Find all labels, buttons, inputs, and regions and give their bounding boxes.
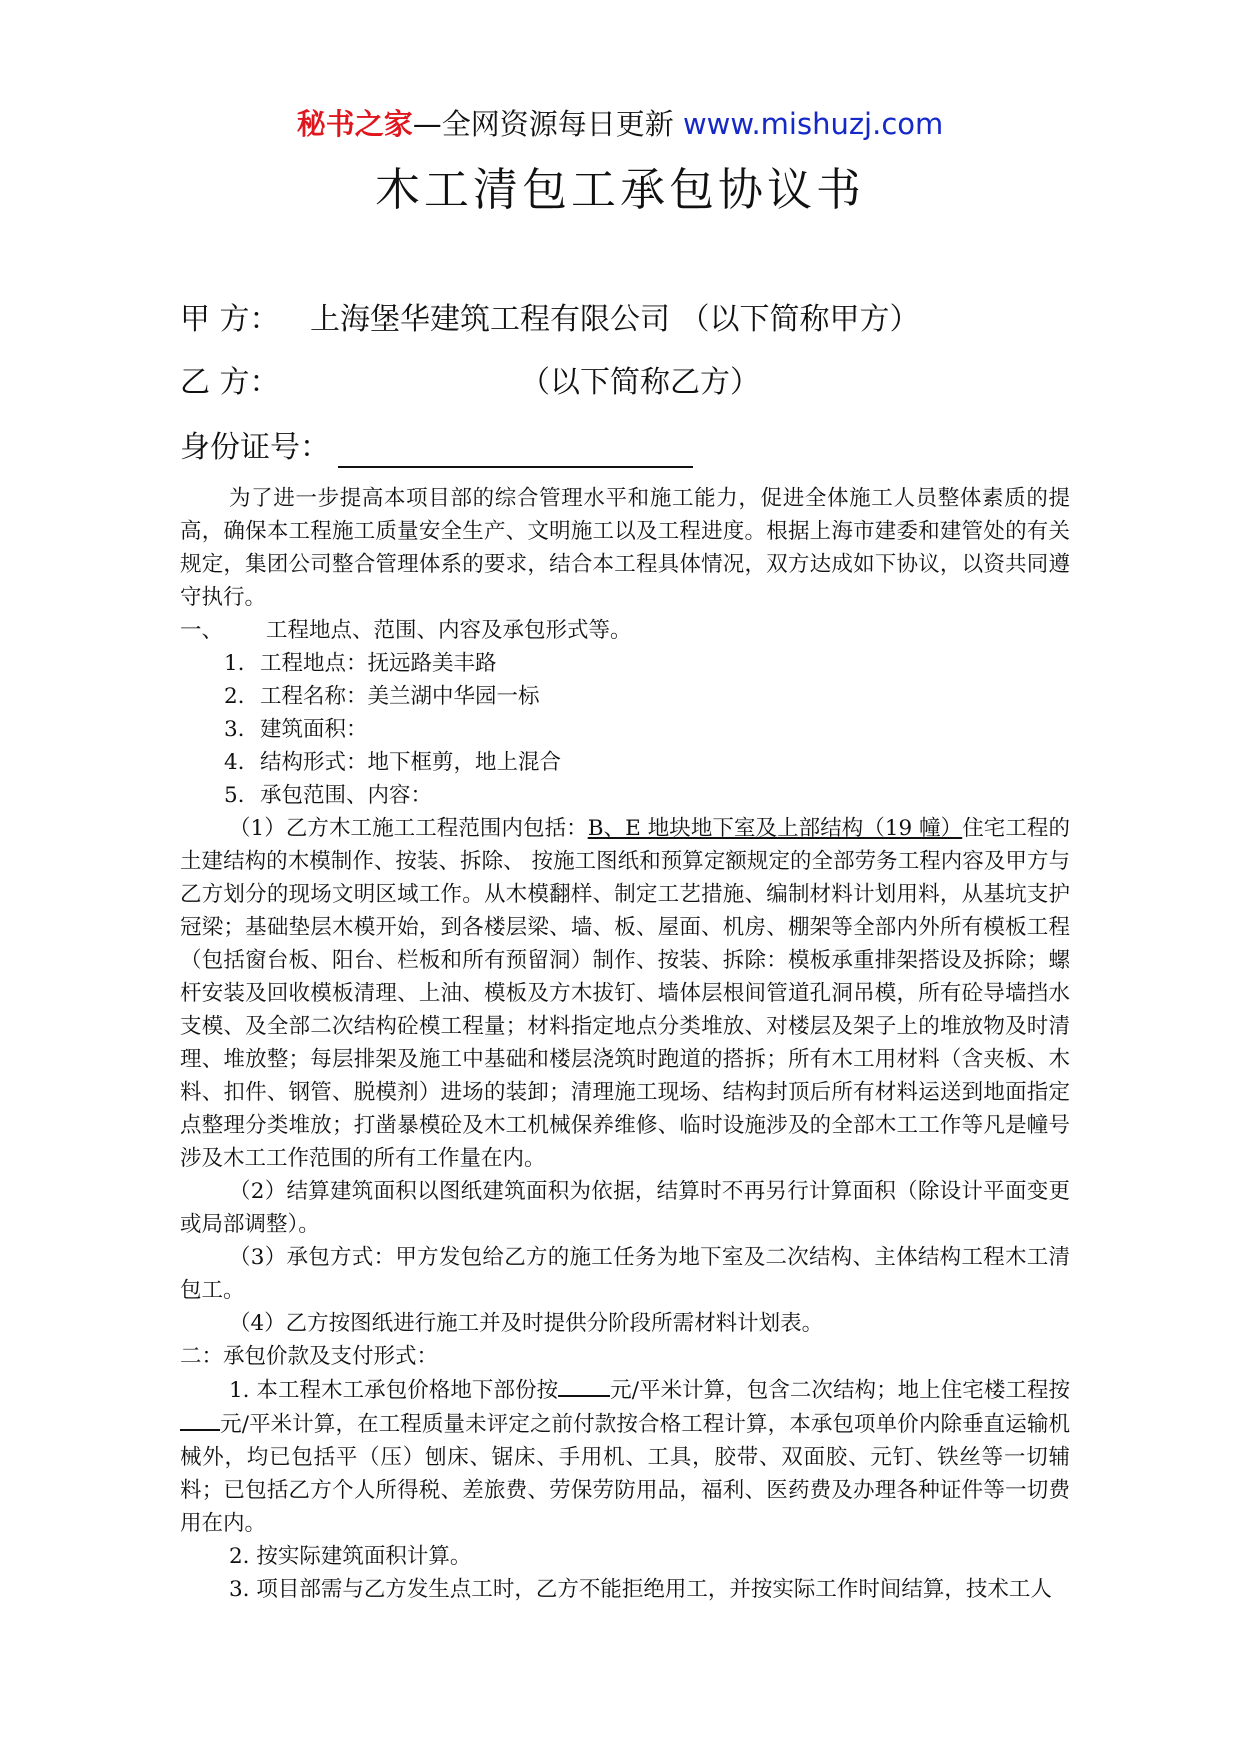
list-item-number: 1.: [224, 651, 245, 676]
list-item: [180, 746, 1070, 779]
scope-p1-intro: （1）乙方木工施工工程范围内包括：: [229, 816, 588, 841]
price-blank-aboveground: [180, 1407, 220, 1431]
party-a-label: 甲 方：: [180, 302, 280, 337]
id-number-line: [180, 428, 693, 468]
party-a-line: [180, 300, 920, 340]
section-1-heading: [180, 614, 1070, 647]
scope-p1-underlined: B、E 地块地下室及上部结构（19 幢）: [587, 816, 963, 841]
scope-paragraph-3: （3）承包方式：甲方发包给乙方的施工任务为地下室及二次结构、主体结构工程木工清包工。: [180, 1245, 1070, 1303]
document-body: [180, 482, 1070, 1606]
party-b-label: 乙 方：: [180, 365, 280, 400]
price-paragraph-2: 2. 按实际建筑面积计算。: [229, 1544, 472, 1569]
list-item: [180, 647, 1070, 680]
list-item-number: 4.: [224, 750, 245, 775]
list-item-text: 承包范围、内容：: [260, 783, 433, 808]
section-1-title: 工程地点、范围、内容及承包形式等。: [266, 618, 632, 643]
list-item-text: 工程名称：美兰湖中华园一标: [260, 684, 540, 709]
price-p1-c: 元/平米计算，在工程质量未评定之前付款按合格工程计算，本承包项单价内除垂直运输机械外，均已包括平（压）刨床、锯床、手用机、工具，胶带、双面胶、元钉、铁丝等一切辅料；已包括乙方个人所得税、差旅费、劳保劳防用品，福利、医药费及办理各种证件等一切费用在内。: [180, 1412, 1070, 1536]
price-paragraph-3: 3. 项目部需与乙方发生点工时，乙方不能拒绝用工，并按实际工作时间结算，技术工人: [229, 1577, 1052, 1602]
id-number-label: 身份证号：: [180, 430, 330, 465]
scope-paragraph-2: （2）结算建筑面积以图纸建筑面积为依据，结算时不再另行计算面积（除设计平面变更或局部调整）。: [180, 1179, 1070, 1237]
list-item: [180, 680, 1070, 713]
party-b-value: （以下简称乙方）: [520, 365, 760, 400]
list-item-text: 工程地点：抚远路美丰路: [260, 651, 497, 676]
list-item-text: 结构形式：地下框剪，地上混合: [260, 750, 562, 775]
party-b-line: [180, 363, 760, 403]
scope-paragraph-1: [180, 812, 1070, 1175]
price-blank-underground: [558, 1373, 610, 1397]
banner-brand: 秘书之家: [296, 107, 413, 141]
price-p1-a: 1. 本工程木工承包价格地下部份按: [229, 1378, 559, 1403]
scope-p1-body: 住宅工程的土建结构的木模制作、按装、拆除、 按施工图纸和预算定额规定的全部劳务工程内容及甲方与乙方划分的现场文明区域工作。从木模翻样、制定工艺措施、编制材料计划用料，从基坑支护冠梁；基础垫层木模开始，到各楼层梁、墙、板、屋面、机房、棚架等全部内外所有模板工程（包括窗台板、阳台、栏板和所有预留洞）制作、按装、拆除：模板承重排架搭设及拆除；螺杆安装及回收模板清理、上油、模板及方木拔钉、墙体层根间管道孔洞吊模，所有砼导墙挡水支模、及全部二次结构砼模工程量；材料指定地点分类堆放、对楼层及架子上的堆放物及时清理、堆放整；每层排架及施工中基础和楼层浇筑时跑道的搭拆；所有木工用材料（含夹板、木料、扣件、钢管、脱模剂）进场的装卸；清理施工现场、结构封顶后所有材料运送到地面指定点整理分类堆放；打凿暴模砼及木工机械保养维修、临时设施涉及的全部木工工作等凡是幢号涉及木工工作范围的所有工作量在内。: [180, 816, 1070, 1171]
list-item: [180, 713, 1070, 746]
section-2-title: 二：承包价款及支付形式：: [180, 1344, 439, 1369]
intro-paragraph: 为了进一步提高本项目部的综合管理水平和施工能力，促进全体施工人员整体素质的提高，确保本工程施工质量安全生产、文明施工以及工程进度。根据上海市建委和建管处的有关规定，集团公司整合管理体系的要求，结合本工程具体情况，双方达成如下协议，以资共同遵守执行。: [180, 486, 1070, 610]
price-paragraph-1: [180, 1373, 1070, 1540]
banner-url-link[interactable]: www.mishuzj.com: [682, 107, 944, 141]
banner-slogan: —全网资源每日更新: [412, 107, 683, 141]
list-item-number: 2.: [224, 684, 245, 709]
list-item-number: 5.: [224, 783, 245, 808]
list-item-number: 3.: [224, 717, 245, 742]
section-1-number: 一、: [180, 618, 224, 643]
list-item: [180, 779, 1070, 812]
price-p1-b: 元/平米计算，包含二次结构；地上住宅楼工程按: [610, 1378, 1070, 1403]
list-item-text: 建筑面积：: [260, 717, 368, 742]
id-number-blank: [338, 436, 693, 468]
site-banner: [0, 104, 1240, 144]
party-a-value: 上海堡华建筑工程有限公司 （以下简称甲方）: [310, 302, 920, 337]
scope-paragraph-4: （4）乙方按图纸进行施工并及时提供分阶段所需材料计划表。: [229, 1311, 824, 1336]
document-title: 木工清包工承包协议书: [374, 163, 865, 216]
